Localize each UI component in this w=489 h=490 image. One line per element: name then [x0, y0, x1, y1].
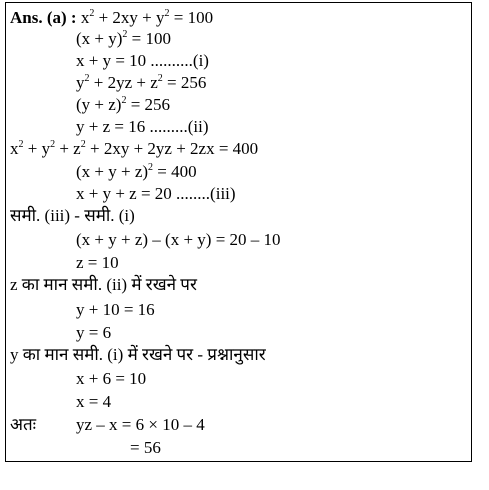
equation-squared-xy	[76, 29, 171, 49]
equation-expanded-xy	[81, 8, 213, 27]
expression-part: + 2xy + y	[94, 8, 165, 27]
expression-part: x	[10, 139, 19, 158]
expression-part: + 2yz + z	[89, 73, 158, 92]
final-result: = 56	[130, 438, 161, 457]
equation-iii: x + y + z = 20 ........(iii)	[76, 184, 236, 203]
expression-part: = 400	[153, 162, 197, 181]
result-x: x = 4	[76, 392, 112, 411]
exponent: 2	[157, 73, 163, 84]
expression-part: + z	[55, 139, 81, 158]
expression-part: (x + y)	[76, 29, 123, 48]
equation-squared-yz	[76, 95, 170, 115]
exponent: 2	[80, 139, 86, 150]
equation-squared-xyz	[76, 162, 197, 182]
step-substitute-z: z का मान समी. (ii) में रखने पर	[10, 275, 197, 294]
therefore-label: अतः	[10, 415, 37, 434]
exponent: 2	[122, 29, 128, 40]
expression-part: + y	[23, 139, 51, 158]
expression-part: = 256	[126, 95, 171, 114]
exponent: 2	[18, 139, 24, 150]
result-z: z = 10	[76, 253, 119, 272]
expression-part: (y + z)	[76, 95, 122, 114]
expression-part: = 100	[169, 8, 214, 27]
expression-part: x	[80, 8, 90, 27]
exponent: 2	[164, 8, 170, 19]
answer-line-1	[10, 8, 213, 28]
equation-ii: y + z = 16 .........(ii)	[76, 117, 209, 136]
expression-part: y	[76, 73, 85, 92]
answer-label: Ans. (a) :	[10, 8, 81, 27]
step-substitute-y: y का मान समी. (i) में रखने पर - प्रश्नानुसार	[10, 345, 266, 364]
equation-x-plus-6: x + 6 = 10	[76, 369, 147, 388]
equation-difference: (x + y + z) – (x + y) = 20 – 10	[76, 230, 281, 249]
equation-i: x + y = 10 ..........(i)	[76, 51, 209, 70]
expression-part: (x + y + z)	[76, 162, 149, 181]
exponent: 2	[148, 162, 154, 173]
final-expression: yz – x = 6 × 10 – 4	[76, 415, 205, 434]
equation-expanded-xyz	[10, 139, 258, 159]
exponent: 2	[121, 95, 127, 106]
expression-part: + 2xy + 2yz + 2zx = 400	[85, 139, 259, 158]
equation-expanded-yz	[76, 73, 206, 93]
step-subtract: समी. (iii) - समी. (i)	[10, 206, 135, 225]
exponent: 2	[50, 139, 56, 150]
expression-part: = 100	[127, 29, 172, 48]
equation-y-plus-10: y + 10 = 16	[76, 300, 155, 319]
expression-part: = 256	[162, 73, 207, 92]
exponent: 2	[89, 8, 95, 19]
result-y: y = 6	[76, 323, 112, 342]
exponent: 2	[84, 73, 90, 84]
